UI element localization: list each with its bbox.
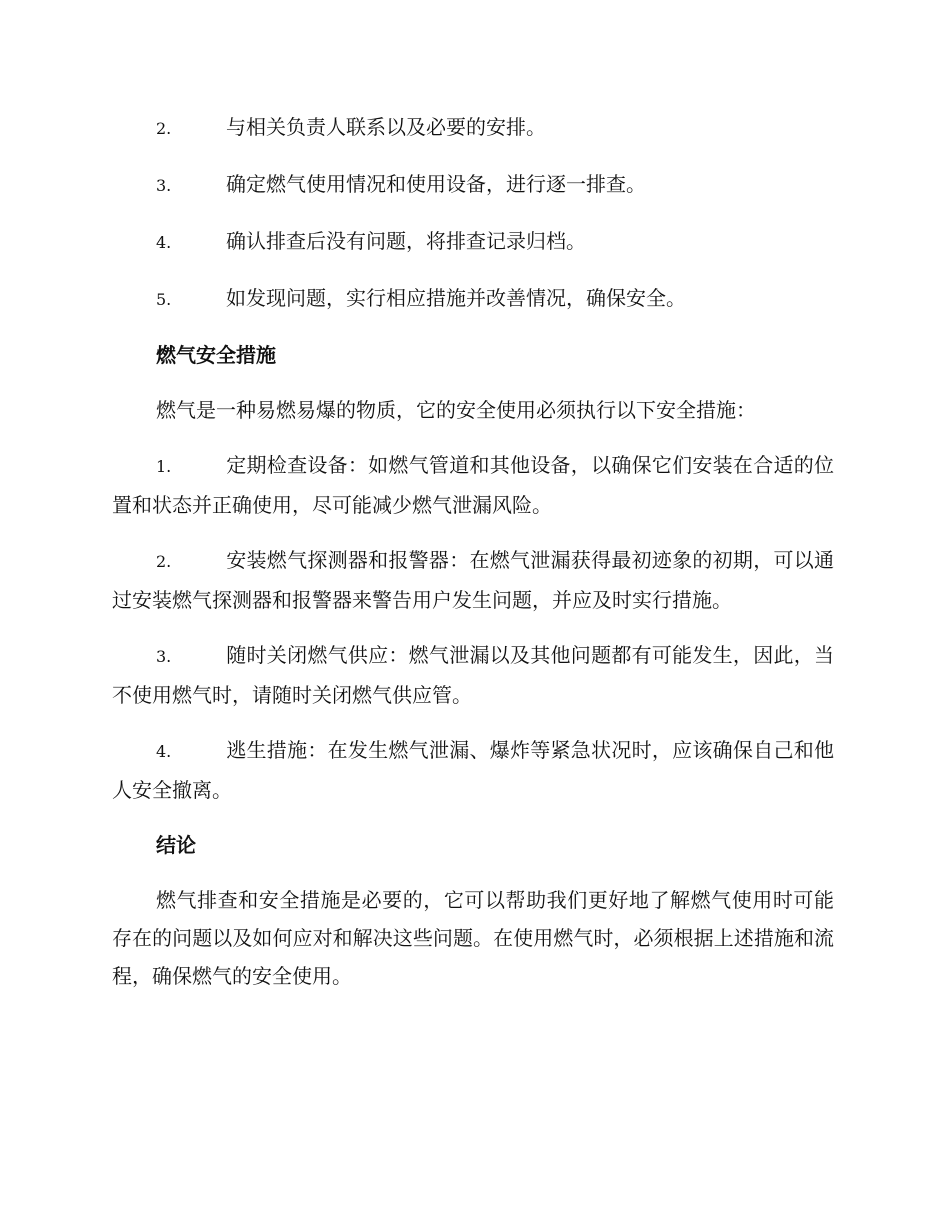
list-text: 如发现问题，实行相应措施并改善情况，确保安全。 [226,286,686,310]
conclusion-paragraph: 燃气排查和安全措施是必要的，它可以帮助我们更好地了解燃气使用时可能存在的问题以及如何应对和解决这些问题。在使用燃气时，必须根据上述措施和流程，确保燃气的安全使用。 [112,888,834,988]
list-number: 4. [156,742,172,761]
list-item [112,636,834,714]
list-number: 3. [156,647,172,666]
list-text: 确认排查后没有问题，将排查记录归档。 [226,229,586,253]
safety-intro-paragraph: 燃气是一种易燃易爆的物质，它的安全使用必须执行以下安全措施： [156,398,756,422]
document-page [112,108,834,1012]
list-item [112,108,834,148]
list-item [112,541,834,619]
list-item [112,446,834,524]
list-text: 定期检查设备：如燃气管道和其他设备，以确保它们安装在合适的位置和状态并正确使用，尽可能减少燃气泄漏风险。 [112,453,834,517]
list-number: 2. [156,119,172,138]
list-number: 2. [156,552,172,571]
list-text: 随时关闭燃气供应：燃气泄漏以及其他问题都有可能发生，因此，当不使用燃气时，请随时关闭燃气供应管。 [112,643,834,707]
section-heading-safety-measures: 燃气安全措施 [156,343,276,367]
list-text: 安装燃气探测器和报警器：在燃气泄漏获得最初迹象的初期，可以通过安装燃气探测器和报警器来警告用户发生问题，并应及时实行措施。 [112,548,834,612]
list-text: 与相关负责人联系以及必要的安排。 [226,115,546,139]
list-number: 5. [156,290,172,309]
list-text: 逃生措施：在发生燃气泄漏、爆炸等紧急状况时，应该确保自己和他人安全撤离。 [112,738,834,802]
list-item [112,222,834,262]
list-text: 确定燃气使用情况和使用设备，进行逐一排查。 [226,172,646,196]
list-item [112,165,834,205]
list-number: 1. [156,457,172,476]
list-item [112,731,834,809]
list-number: 3. [156,176,172,195]
list-number: 4. [156,233,172,252]
section-heading-conclusion: 结论 [156,833,196,857]
list-item [112,279,834,319]
